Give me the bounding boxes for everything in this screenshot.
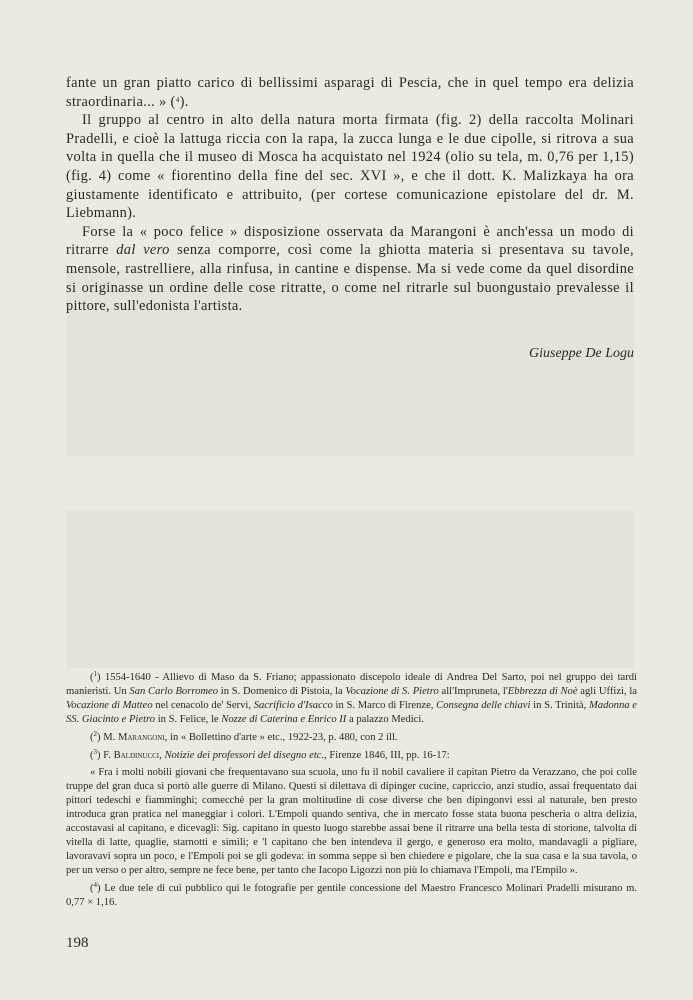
- footnote-3-quotation: « Fra i molti nobili giovani che frequentavano sua scuola, uno fu il nobil cavaliere il capitan Pietro da Verazzano, che poi colle truppe del gran duca si portò alle guerre di Milano. Questi si dilettava di dipinger cucine, capriccio, anzi studio, assai frequentato dai pittori tedeschi e fiamminghi; comecchè per la gran moltitudine di cose diverse che ben dipingonvi essi al naturale, ben presto introduca gran pratica nel maneggiar i colori. L'Empoli quando sentiva, che in mercato fosse stata buona pescheria o altra delizia, accostavasi al capitano, e dicevagli: Sig. capitano in questo luogo starebbe assai bene il ritrarre una bella testa di storione, talvolta di vitella di latte, quaglie, starnotti e simili; e 'l capitano che ben intendeva il gergo, e generoso era molto, mandavagli a pigliare, lavoravavi sopra un poco, e l'Empoli poi se gli godeva: in somma seppe sì ben chiedere e pigolare, che la sua casa e la sua tavola, o per un verso o per altro, sempre ne fece bene, per tanto che Iacopo Ligozzi non più lo chiamava l'Empoli, ma l'Empilo ».: [66, 766, 637, 877]
- footnotes: [66, 671, 637, 911]
- paragraph-3: Forse la « poco felice » disposizione osservata da Marangoni è anch'essa un modo di ritrarre dal vero senza comporre, così come la ghiotta materia si presentava su tavole, mensole, rastrelliere, alla rinfusa, in cantine e dispense. Ma si vede come da quel disordine si originasse un ordine delle cose ritratte, o come nel ritrarle sul buongustaio prevalesse il pittore, sull'edonista l'artista.: [66, 223, 634, 315]
- paragraph-1: fante un gran piatto carico di bellissimi asparagi di Pescia, che in quel tempo era delizia straordinaria... » ($^4$).: [66, 75, 634, 110]
- footnote-4: ($^4$) Le due tele di cui pubblico qui le fotografie per gentile concessione del Maestro Francesco Molinari Pradelli misurano m. 0,77 × 1,16.: [66, 881, 637, 909]
- footnote-1: ($^1$) 1554-1640 - Allievo di Maso da S. Friano; appassionato discepolo ideale di Andrea Del Sarto, poi nel gruppo dei tardi manieristi. Un San Carlo Borromeo in S. Domenico di Pistoia, la Vocazione di S. Pietro all'Impruneta, l'Ebbrezza di Noè agli Uffizi, la Vocazione di Matteo nel cenacolo de' Servi, Sacrificio d'Isacco in S. Marco di Firenze, Consegna delle chiavi in S. Trinità, Madonna e SS. Giacinto e Pietro in S. Felice, le Nozze di Caterina e Enrico II a palazzo Medici.: [66, 670, 638, 726]
- body-text: [66, 74, 634, 316]
- figure-plate-lower: [66, 510, 634, 668]
- footnote-2: ($^2$) M. Marangoni, in « Bollettino d'arte » etc., 1922-23, p. 480, con 2 ill.: [90, 730, 398, 744]
- footnote-3: ($^3$) F. Baldinucci, Notizie dei professori del disegno etc., Firenze 1846, III, pp. 16-17:: [90, 748, 450, 762]
- page-number: 198: [66, 935, 89, 951]
- author-signature: Giuseppe De Logu: [529, 346, 634, 361]
- paragraph-2: Il gruppo al centro in alto della natura morta firmata (fig. 2) della raccolta Molinari Pradelli, e cioè la lattuga riccia con la rapa, la zucca lunga e le due cipolle, si ritrova a sua volta in quella che il museo di Mosca ha acquistato nel 1924 (olio su tela, m. 0,76 per 1,15) (fig. 4) come « fiorentino della fine del sec. XVI », e che il dott. K. Malizkaya ha ora giustamente identificato e attribuito, (per cortese comunicazione epistolare del dr. M. Liebmann).: [66, 112, 634, 222]
